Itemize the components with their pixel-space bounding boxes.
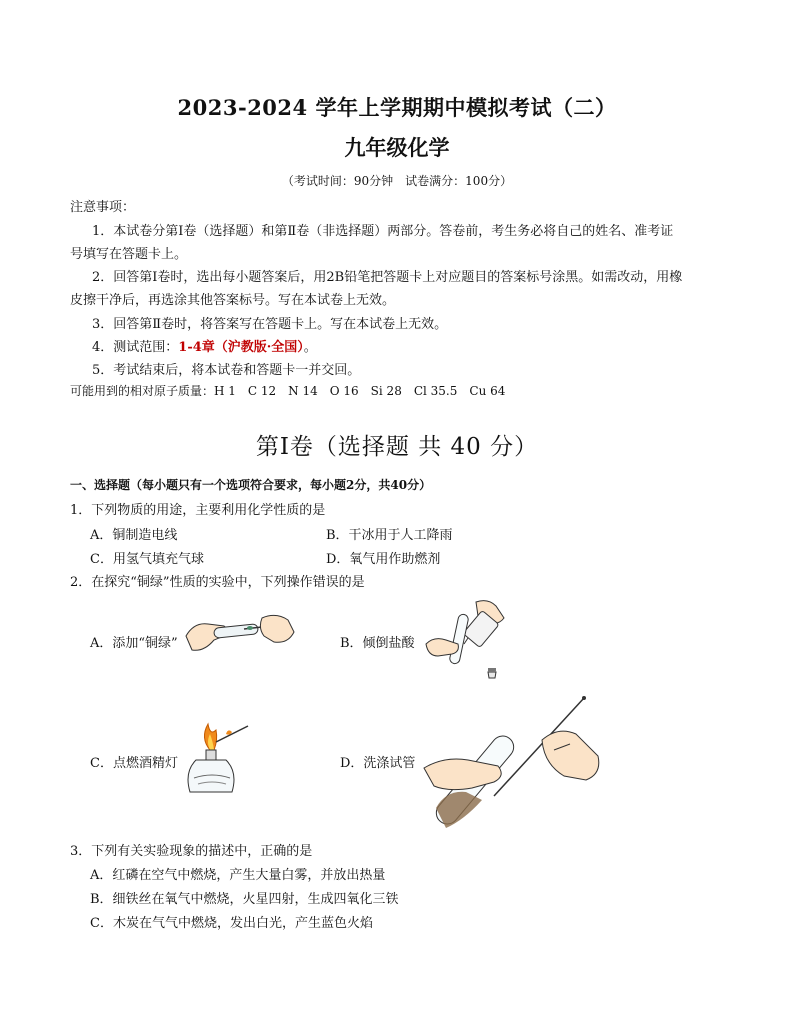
q1-option-a: A．铜制造电线 xyxy=(90,528,178,543)
part-one-desc: （每小题只有一个选项符合要求，每小题2分，共40分） xyxy=(130,478,432,492)
note-1a: 1．本试卷分第Ⅰ卷（选择题）和第Ⅱ卷（非选择题）两部分。答卷前，考生务必将自己的姓名、准考证 xyxy=(92,224,674,239)
test-range: 1-4章（沪教版·全国） xyxy=(178,340,304,355)
note-2a: 2．回答第Ⅰ卷时，选出每小题答案后，用2B铅笔把答题卡上对应题目的答案标号涂黑。如需改动，用橡 xyxy=(92,270,683,285)
exam-subject: 九年级化学 xyxy=(344,135,450,160)
washing-tube-illustration xyxy=(424,696,604,834)
note-4-prefix: 4．测试范围： xyxy=(92,340,179,355)
q2-option-c: C．点燃酒精灯 xyxy=(90,756,178,771)
part-one-heading xyxy=(70,476,431,493)
q1-option-c: C．用氢气填充气球 xyxy=(90,552,204,567)
q1-stem: 1．下列物质的用途，主要利用化学性质的是 xyxy=(70,503,326,518)
q3-option-a: A．红磷在空气中燃烧，产生大量白雾，并放出热量 xyxy=(90,868,386,883)
pouring-acid-illustration xyxy=(424,598,510,682)
q2-option-d: D．洗涤试管 xyxy=(340,756,416,771)
note-1b: 号填写在答题卡上。 xyxy=(70,247,188,262)
atomic-masses: 可能用到的相对原子质量：H 1 C 12 N 14 O 16 Si 28 Cl 35.5 Cu 64 xyxy=(70,384,506,398)
q2-option-a: A．添加“铜绿” xyxy=(90,636,178,651)
q3-option-b: B．细铁丝在氧气中燃烧，火星四射，生成四氧化三铁 xyxy=(90,892,399,907)
q3-option-c: C．木炭在气气中燃烧，发出白光，产生蓝色火焰 xyxy=(90,916,373,931)
note-4-suffix: 。 xyxy=(303,340,317,355)
note-4 xyxy=(92,336,317,355)
notes-heading: 注意事项： xyxy=(70,200,136,215)
note-5: 5．考试结束后，将本试卷和答题卡一并交回。 xyxy=(92,363,361,378)
exam-info: （考试时间：90分钟 试卷满分：100分） xyxy=(281,174,513,188)
q2-option-b: B．倾倒盐酸 xyxy=(340,636,415,651)
exam-title: 2023-2024 学年上学期期中模拟考试（二） xyxy=(177,95,617,120)
q2-stem: 2．在探究“铜绿”性质的实验中，下列操作错误的是 xyxy=(70,575,365,590)
q1-option-d: D．氧气用作助燃剂 xyxy=(326,552,441,567)
q3-stem: 3．下列有关实验现象的描述中，正确的是 xyxy=(70,844,313,859)
part-one-label: 一、选择题 xyxy=(70,478,131,492)
adding-powder-illustration xyxy=(184,606,296,662)
note-3: 3．回答第Ⅱ卷时，将答案写在答题卡上。写在本试卷上无效。 xyxy=(92,317,448,332)
alcohol-lamp-illustration xyxy=(186,720,252,804)
note-2b: 皮擦干净后，再选涂其他答案标号。写在本试卷上无效。 xyxy=(70,293,396,308)
section-title: 第Ⅰ卷（选择题 共 40 分） xyxy=(255,434,539,460)
q1-option-b: B．干冰用于人工降雨 xyxy=(326,528,453,543)
